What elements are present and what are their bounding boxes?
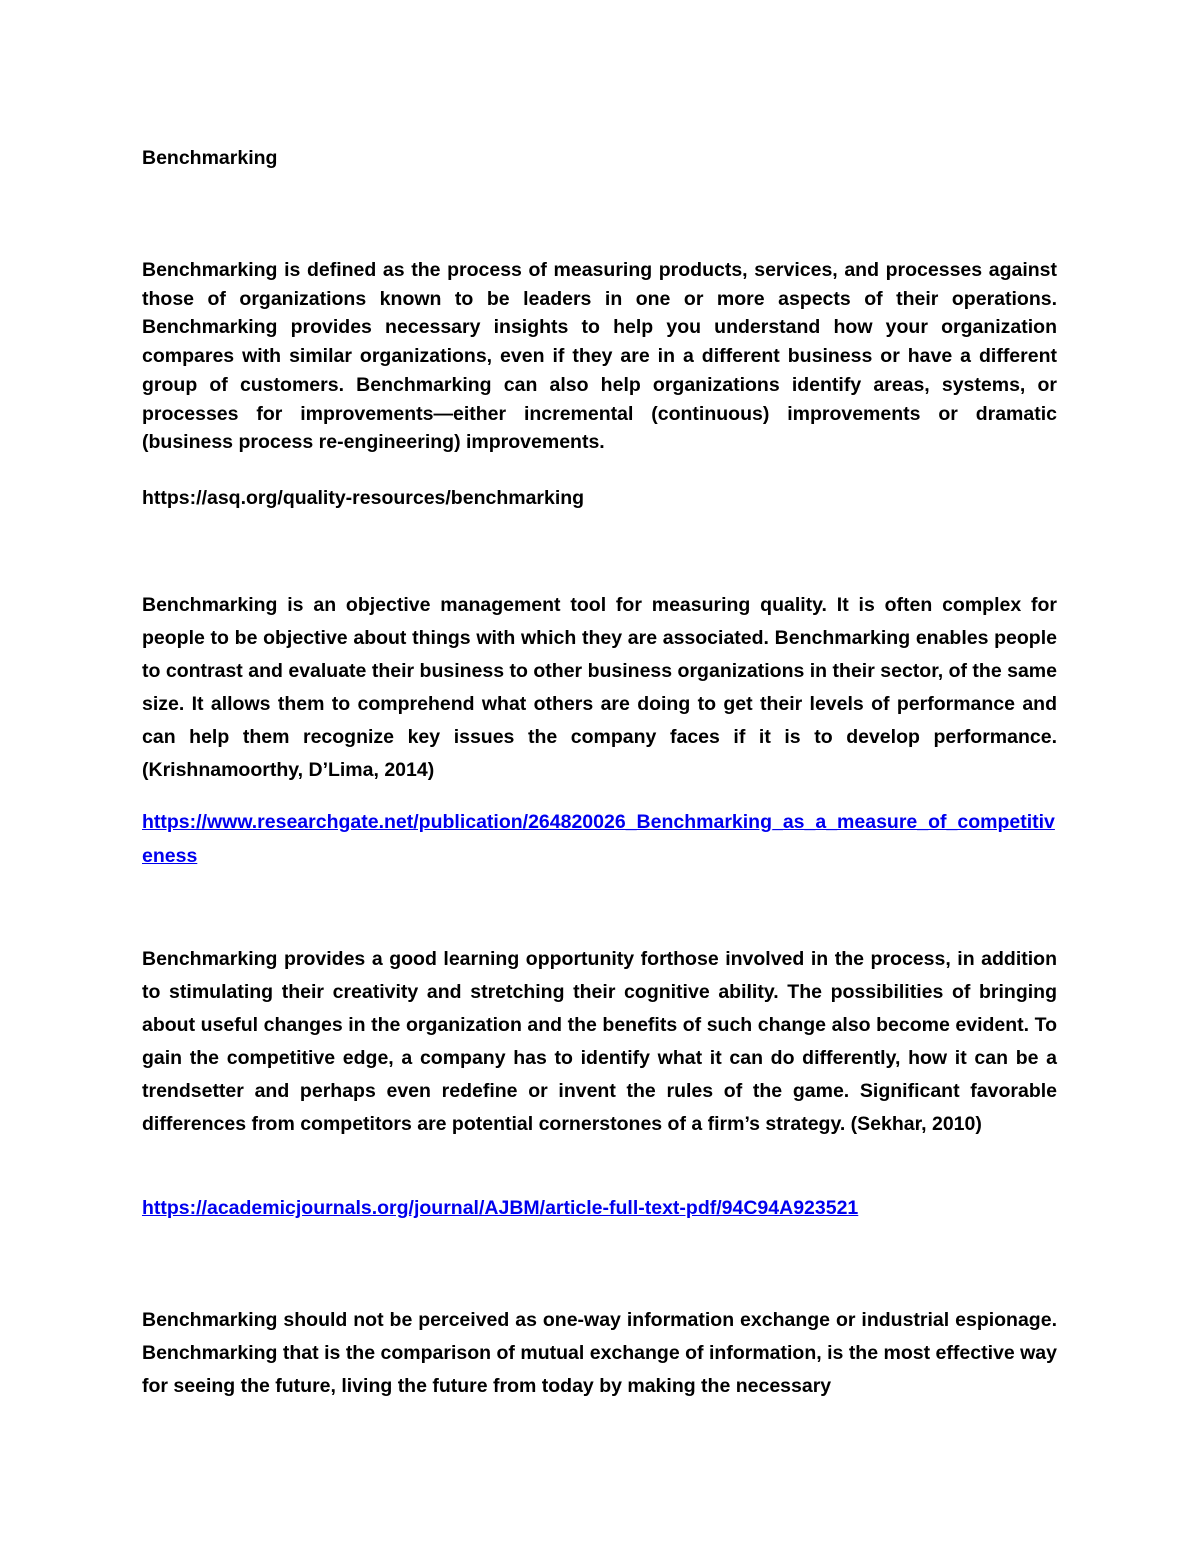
document-title: Benchmarking: [142, 147, 278, 169]
source-link-academicjournals-container: [142, 1193, 1057, 1223]
paragraph-asq-definition: Benchmarking is defined as the process of measuring products, services, and processes against those of organizations known to be leaders in one or more aspects of their operations. Benchmarking provides necessary insights to help you understand how your organization compares with similar organizations, even if they are in a different business or have a different group of customers. Benchmarking can also help organizations identify areas, systems, or processes for improvements—either incremental (continuous) improvements or dramatic (business process re-engineering) improvements.: [142, 259, 1057, 454]
source-link-researchgate[interactable]: https://www.researchgate.net/publication/264820026_Benchmarking_as_a_measure_of_competitiveness: [142, 811, 1055, 867]
paragraph-learning-opportunity: Benchmarking provides a good learning opportunity forthose involved in the process, in addition to stimulating their creativity and stretching their cognitive ability. The possibilities of bringing about useful changes in the organization and the benefits of such change also become evident. To gain the competitive edge, a company has to identify what it can do differently, how it can be a trendsetter and perhaps even redefine or invent the rules of the game. Significant favorable differences from competitors are potential cornerstones of a firm’s strategy. (Sekhar, 2010): [142, 948, 1057, 1135]
source-link-academicjournals[interactable]: https://academicjournals.org/journal/AJBM/article-full-text-pdf/94C94A923521: [142, 1197, 859, 1219]
paragraph-objective-tool: Benchmarking is an objective management tool for measuring quality. It is often complex for people to be objective about things with which they are associated. Benchmarking enables people to contrast and evaluate their business to other business organizations in their sector, of the same size. It allows them to comprehend what others are doing to get their levels of performance and can help them recognize key issues the company faces if it is to develop performance. (Krishnamoorthy, D’Lima, 2014): [142, 594, 1057, 781]
source-url-asq: https://asq.org/quality-resources/benchmarking: [142, 487, 585, 509]
source-link-researchgate-container: [142, 805, 1057, 873]
paragraph-mutual-exchange: Benchmarking should not be perceived as one-way information exchange or industrial espionage. Benchmarking that is the comparison of mutual exchange of information, is the most effective way for seeing the future, living the future from today by making the necessary: [142, 1309, 1057, 1397]
